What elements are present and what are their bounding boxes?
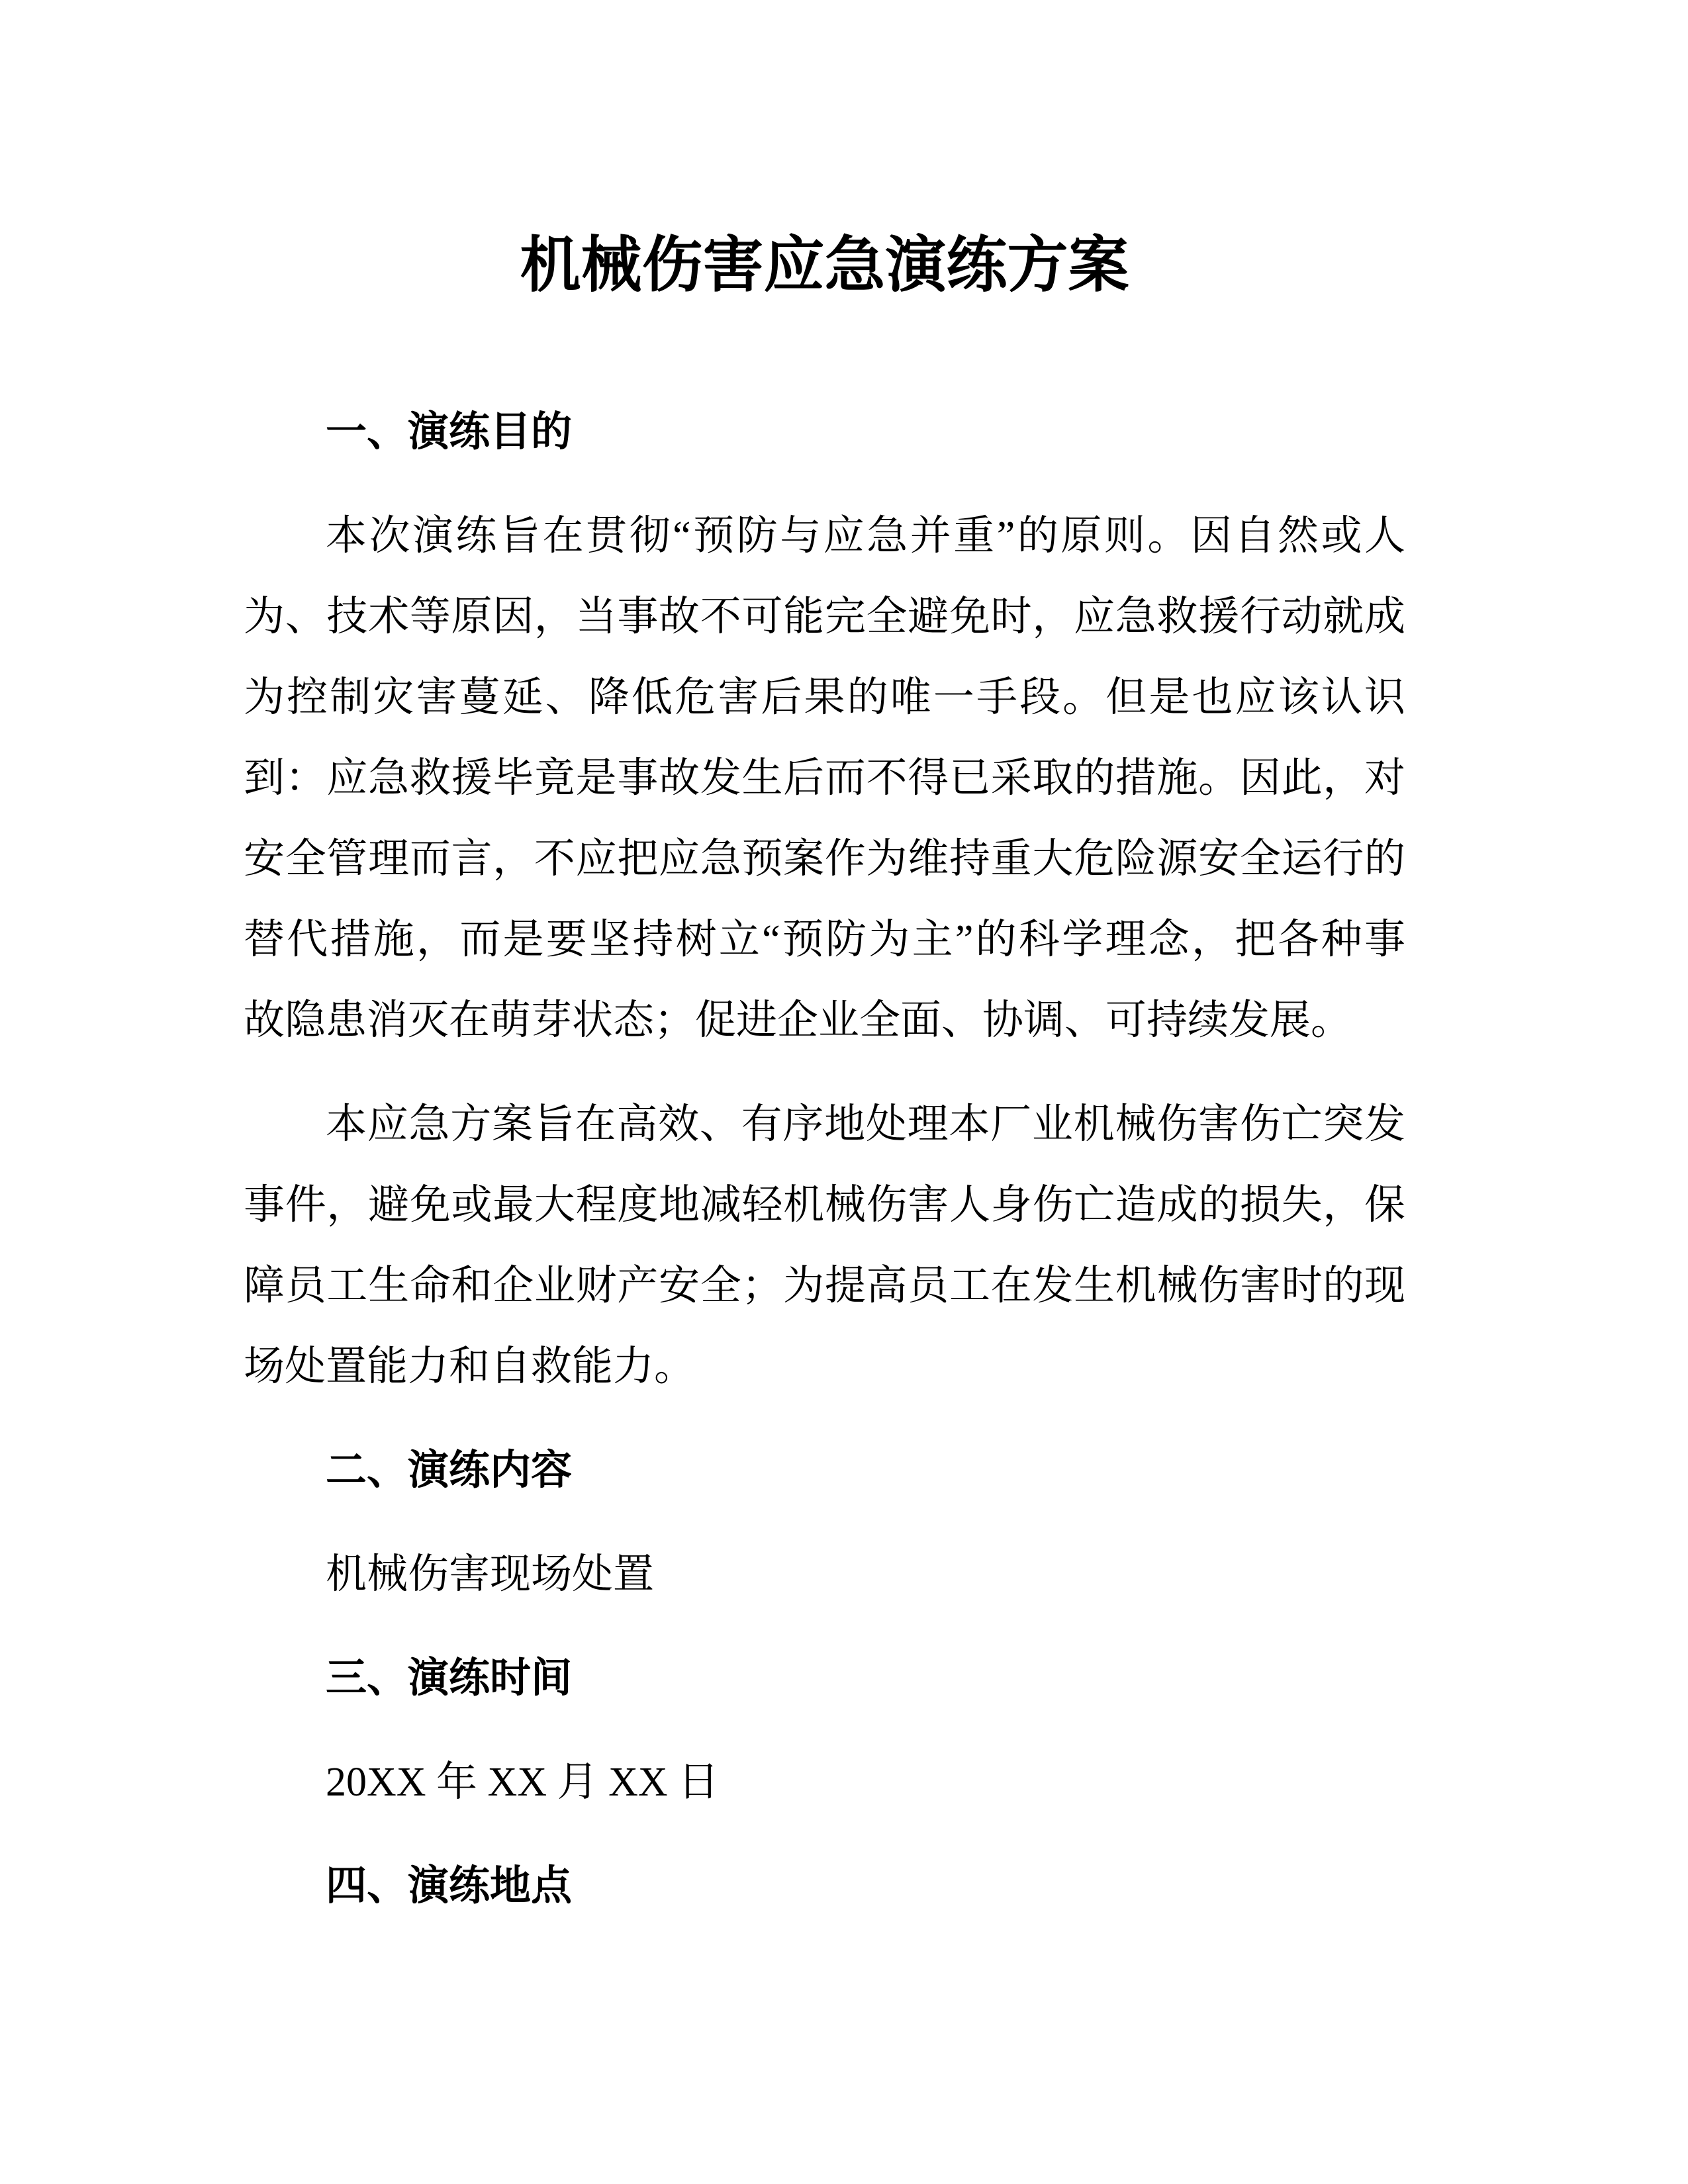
paragraph: [244, 496, 1405, 1061]
section-heading-2: 二、演练内容: [326, 1448, 573, 1493]
section-heading-3: 三、演练时间: [326, 1656, 573, 1701]
text-line: 20XX 年 XX 月 XX 日: [326, 1760, 720, 1805]
text-line: 替代措施，而是要坚持树立“预防为主”的科学理念，把各种事: [244, 917, 1405, 962]
document-title: 机械伤害应急演练方案: [520, 232, 1129, 299]
text-line: 本次演练旨在贯彻“预防与应急并重”的原则。因自然或人: [326, 514, 1405, 559]
text-line: 场处置能力和自救能力。: [244, 1344, 696, 1389]
paragraph: [244, 1534, 1405, 1615]
text-line: 本应急方案旨在高效、有序地处理本厂业机械伤害伤亡突发: [326, 1102, 1405, 1147]
text-line: 故隐患消灭在萌芽状态；促进企业全面、协调、可持续发展。: [244, 998, 1352, 1043]
document-body: [244, 392, 1405, 1927]
paragraph: [244, 1084, 1405, 1407]
text-line: 安全管理而言，不应把应急预案作为维持重大危险源安全运行的: [244, 837, 1405, 882]
text-line: 事件，避免或最大程度地减轻机械伤害人身伤亡造成的损失，保: [244, 1183, 1405, 1228]
text-line: 机械伤害现场处置: [326, 1552, 655, 1597]
text-line: 到：应急救援毕竟是事故发生后而不得已采取的措施。因此，对: [244, 756, 1405, 801]
section-heading-4: 四、演练地点: [326, 1864, 573, 1909]
text-line: 为控制灾害蔓延、降低危害后果的唯一手段。但是也应该认识: [244, 675, 1405, 720]
text-line: 为、技术等原因，当事故不可能完全避免时，应急救援行动就成: [244, 594, 1405, 639]
paragraph: [244, 1742, 1405, 1823]
text-line: 障员工生命和企业财产安全；为提高员工在发生机械伤害时的现: [244, 1263, 1405, 1308]
section-heading-1: 一、演练目的: [326, 410, 573, 455]
